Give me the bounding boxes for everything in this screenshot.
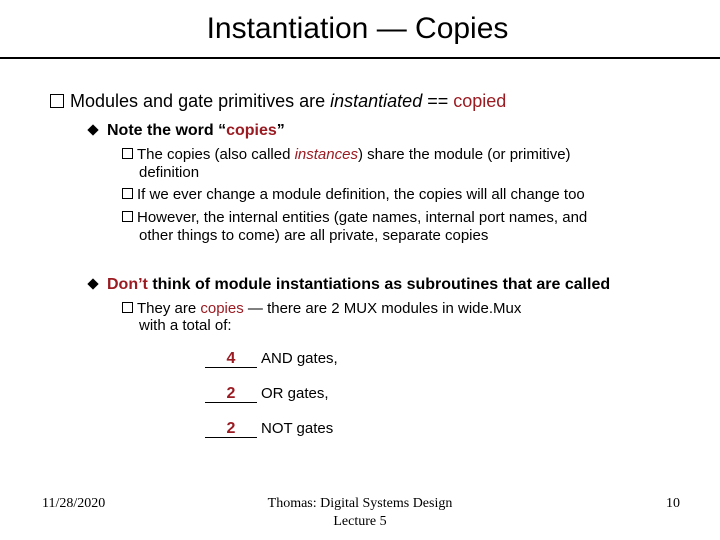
diamond-bullet-icon [87,278,98,289]
list-item [122,300,521,318]
hollow-square-bullet-icon [50,94,64,108]
hollow-square-bullet-icon [122,302,133,313]
item-text: — there are 2 MUX modules in wide.Mux [243,300,522,317]
item-copies-red: copies [200,300,244,317]
gate-count-answer: 2 [205,386,257,403]
main-bullet [50,90,506,112]
hollow-square-bullet-icon [122,211,133,222]
main-bullet-emphasis: instantiated [330,91,423,111]
title-divider [0,57,720,59]
item-text: However, the internal entities (gate names, internal port names, and [137,209,588,226]
close-quote: ” [276,122,285,139]
footer-source [240,495,480,531]
item-continuation: with a total of: [139,317,232,334]
gate-label: NOT gates [261,420,334,437]
sub-bullet-note-word: copies [226,122,277,139]
slide-title: Instantiation — Copies [206,12,509,45]
footer-source-line1: Thomas: Digital Systems Design [267,496,453,511]
diamond-bullet-icon [87,124,98,135]
gate-count-row [205,385,329,403]
main-bullet-copied: copied [453,91,507,111]
main-bullet-prefix: Modules and gate primitives are [70,91,331,111]
sub-bullet-dont [86,275,610,295]
item-text: ) share the module (or primitive) [357,146,571,163]
hollow-square-bullet-icon [122,188,133,199]
item-text: The copies (also called [137,146,295,163]
sub-bullet-note-prefix: Note the word [107,122,219,139]
gate-count-row [205,420,333,438]
item-continuation: other things to come) are all private, separate copies [139,227,489,244]
sub-bullet-note [86,121,285,141]
list-item [122,146,571,164]
footer-source-line2: Lecture 5 [333,514,387,529]
footer-date: 11/28/2020 [42,496,106,511]
list-item [122,186,585,204]
gate-count-answer: 4 [205,351,257,368]
gate-label: AND gates, [261,350,338,367]
gate-count-answer: 2 [205,421,257,438]
hollow-square-bullet-icon [122,148,133,159]
item-text: If we ever change a module definition, the copies will all change too [137,186,585,203]
sub-bullet-dont-rest: think of module instantiations as subroutines that are called [147,276,611,293]
gate-count-row [205,350,338,368]
list-item [122,209,587,227]
page-number: 10 [666,496,680,511]
item-text: They are [137,300,201,317]
main-bullet-mid: == [422,91,454,111]
sub-bullet-dont-red: Don’t [107,276,148,293]
item-emphasis-instances: instances [294,146,358,163]
gate-label: OR gates, [261,385,329,402]
open-quote: “ [218,122,227,139]
item-continuation: definition [139,164,200,181]
